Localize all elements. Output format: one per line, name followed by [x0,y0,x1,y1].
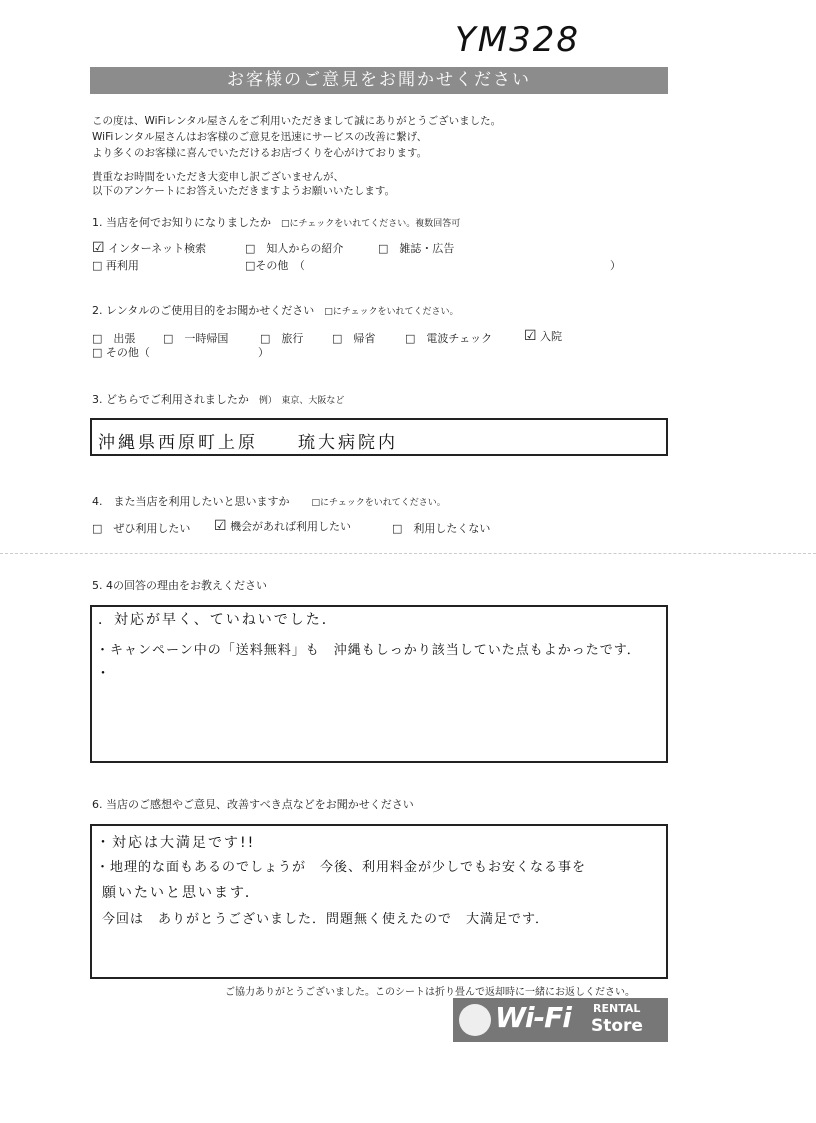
page-title: お客様のご意見をお聞かせください [90,67,668,94]
mascot-icon [459,1004,491,1036]
q2-option-hospital[interactable] [524,328,562,344]
option-label: 入院 [540,330,563,343]
logo-rental-text: RENTAL [593,1002,641,1015]
option-label: ぜひ利用したい [113,522,191,535]
checkbox-icon[interactable]: □ [260,332,271,345]
q1-option-magazine[interactable] [378,240,454,256]
fold-line [0,553,816,554]
option-label: 一時帰国 [184,332,229,345]
intro-line: WiFiレンタル屋さんはお客様のご意見を迅速にサービスの改善に繋げ、 [92,131,428,143]
q5-answer-line: ・キャンペーン中の「送料無料」も 沖縄もしっかり該当していた点もよかったです． [96,643,641,658]
q3-answer: 沖縄県西原町上原 琉大病院内 [98,433,398,453]
q5-answer-line: ．対応が早く、ていねいでした． [98,612,338,628]
q5-answer-line: ・ [96,666,112,682]
checkbox-checked-icon[interactable]: ☑ [524,328,537,344]
option-label: 雑誌・広告 [399,242,455,255]
intro-line: この度は、WiFiレンタル屋さんをご利用いただきまして誠にありがとうございました。 [92,115,502,127]
q2-title-text: 2. レンタルのご使用目的をお聞かせください [92,304,315,317]
intro-line: 以下のアンケートにお答えいただきますようお願いいたします。 [92,185,396,197]
q6-answer-line: 願いたいと思います． [102,885,261,901]
option-label: 帰省 [353,332,376,345]
option-label: その他（ [105,346,150,359]
q4-title-text: 4. また当店を利用したいと思いますか [92,495,290,508]
q2-option-temporary-return[interactable] [163,330,228,346]
q6-answer-line: ・地理的な面もあるのでしょうが 今後、利用料金が少しでもお安くなる事を [96,860,587,875]
q6-answer-line: 今回は ありがとうございました．問題無く使えたので 大満足です． [102,912,549,927]
q3-title [92,391,344,407]
option-label: 利用したくない [413,522,491,535]
checkbox-icon[interactable]: □ [332,332,343,345]
checkbox-icon[interactable]: □ [92,332,103,345]
option-label: 知人からの紹介 [266,242,344,255]
q3-title-text: 3. どちらでご利用されましたか [92,393,249,406]
q2-option-signal-check[interactable] [405,330,492,346]
option-label: 旅行 [281,332,304,345]
q1-option-internet[interactable] [92,240,206,256]
checkbox-icon[interactable]: □ [245,259,256,272]
option-label: インターネット検索 [108,242,207,255]
q1-option-other[interactable] [245,257,305,273]
q1-note: □にチェックをいれてください。複数回答可 [281,219,461,229]
checkbox-icon[interactable]: □ [392,522,403,535]
option-label: その他 （ [255,259,305,272]
q1-option-reuse[interactable] [92,257,139,273]
checkbox-icon[interactable]: □ [92,346,103,359]
q4-title [92,493,446,509]
option-label: 電波チェック [426,332,493,345]
intro-line: 貴重なお時間をいただき大変申し訳ございませんが、 [92,171,344,183]
q6-title: 6. 当店のご感想やご意見、改善すべき点などをお聞かせください [92,798,414,811]
option-label: 再利用 [105,259,139,272]
checkbox-icon[interactable]: □ [245,242,256,255]
q2-option-other[interactable] [92,344,150,360]
intro-line: より多くのお客様に喜んでいただけるお店づくりを心がけております。 [92,147,428,159]
thanks-note: ご協力ありがとうございました。このシートは折り畳んで返却時に一緒にお返しください。 [225,987,635,998]
checkbox-icon[interactable]: □ [405,332,416,345]
q2-note: □にチェックをいれてください。 [324,307,459,317]
option-label: 出張 [113,332,136,345]
checkbox-icon[interactable]: □ [92,522,103,535]
checkbox-checked-icon[interactable]: ☑ [92,240,105,256]
q6-answer-line: ・対応は大満足です!! [96,835,256,851]
q4-option-definitely[interactable] [92,520,190,536]
q5-answer-box[interactable] [90,605,668,763]
checkbox-checked-icon[interactable]: ☑ [214,518,227,534]
logo-store-text: Store [591,1016,643,1036]
logo-main-text: Wi-Fi [495,1001,571,1034]
q4-note: □にチェックをいれてください。 [311,498,446,508]
q2-title [92,302,459,318]
q6-answer-box[interactable] [90,824,668,979]
checkbox-icon[interactable]: □ [163,332,174,345]
q1-title [92,214,460,230]
checkbox-icon[interactable]: □ [92,259,103,272]
q3-note: 例） 東京、大阪など [258,396,345,406]
q2-option-homecoming[interactable] [332,330,375,346]
q1-title-text: 1. 当店を何でお知りになりましたか [92,216,271,229]
q4-option-no[interactable] [392,520,490,536]
q1-option-referral[interactable] [245,240,343,256]
q4-option-if-chance[interactable] [214,518,351,534]
q3-answer-box[interactable] [90,418,668,456]
handwritten-code: YM328 [455,20,580,60]
q1-other-close: ） [610,259,621,272]
option-label: 機会があれば利用したい [230,520,352,533]
q5-title: 5. 4の回答の理由をお教えください [92,579,267,592]
q2-other-close: ） [258,346,269,359]
store-logo [453,998,668,1042]
checkbox-icon[interactable]: □ [378,242,389,255]
